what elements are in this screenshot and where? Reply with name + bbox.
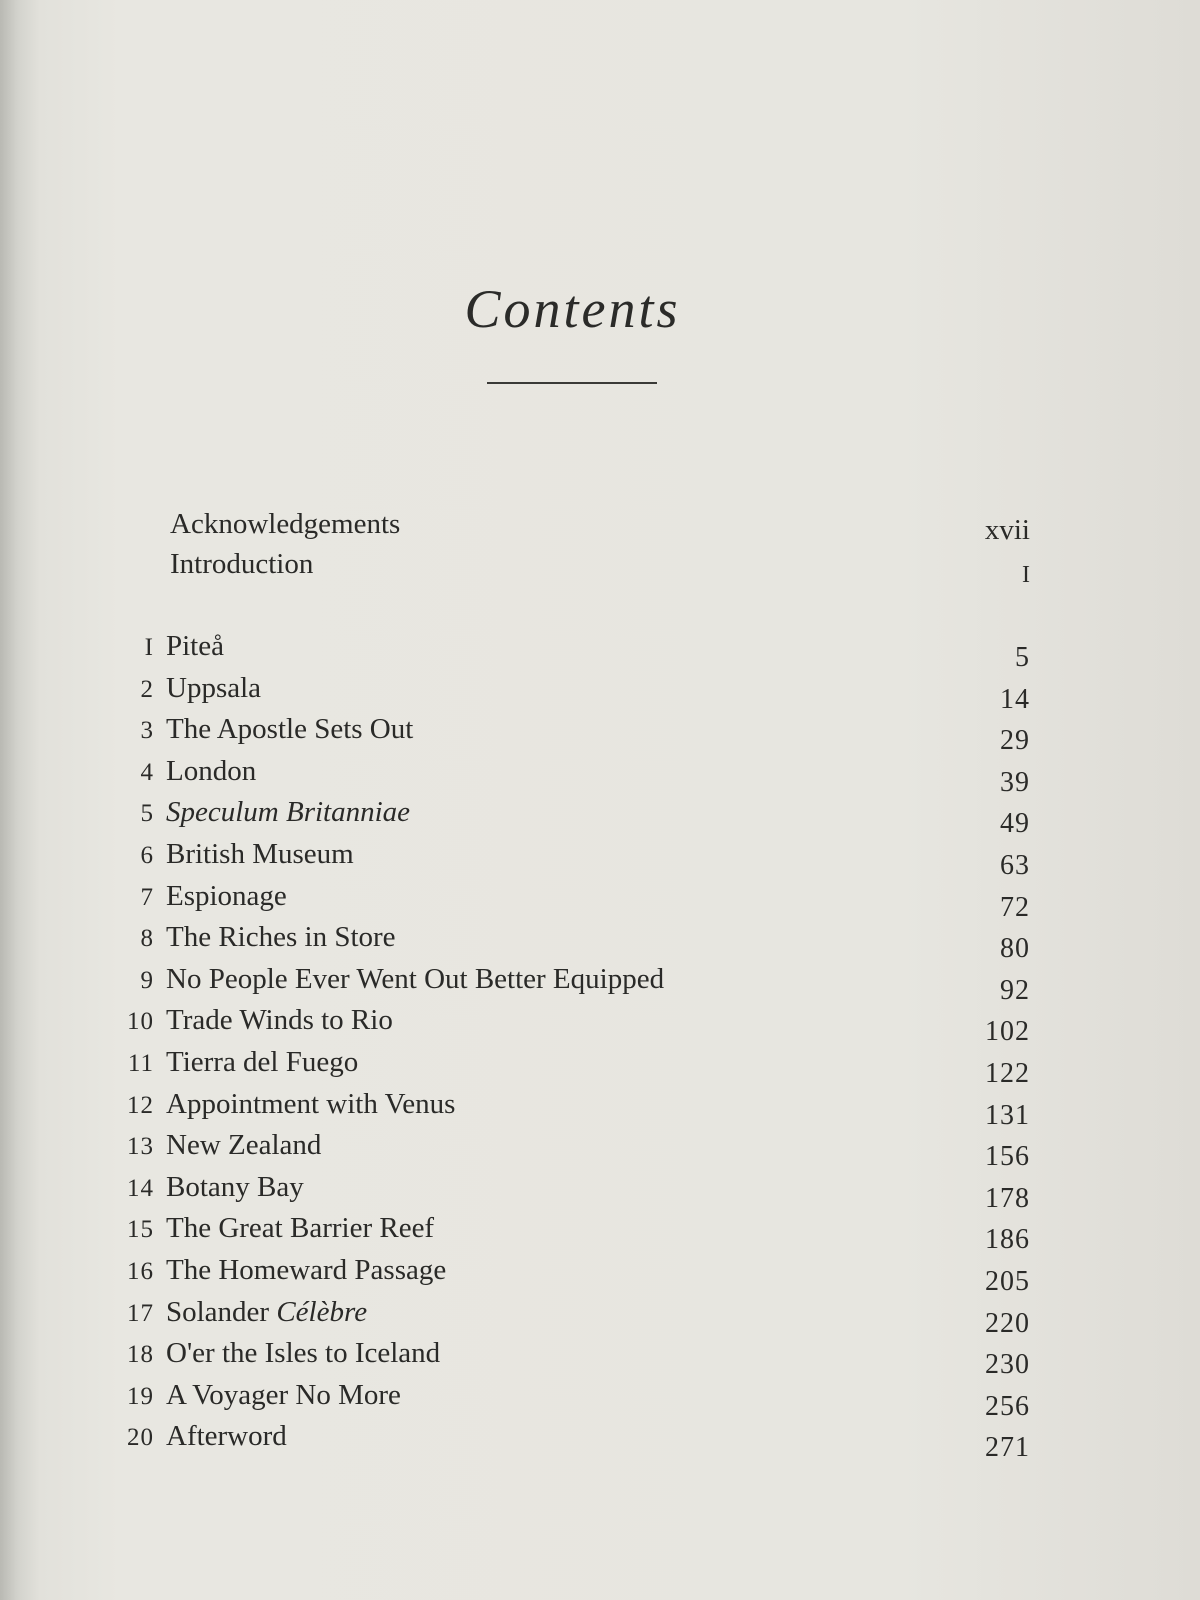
chapter-title-text: The Riches in Store xyxy=(166,921,396,954)
chapter-number: 3 xyxy=(140,717,154,745)
chapter-page: 5 xyxy=(1015,642,1030,673)
chapter-number: 12 xyxy=(127,1091,154,1119)
chapter-number: I xyxy=(144,634,154,661)
chapter-page: 39 xyxy=(1000,766,1030,798)
chapter-title xyxy=(166,1379,401,1412)
chapter-page: 102 xyxy=(985,1016,1030,1048)
chapter-entry xyxy=(108,1046,1030,1089)
chapter-title xyxy=(166,880,287,913)
chapter-entry xyxy=(108,1295,1030,1339)
chapter-entry xyxy=(108,921,1030,965)
title-divider xyxy=(487,382,657,384)
chapter-entry xyxy=(108,671,1030,715)
chapter-page: 156 xyxy=(985,1141,1030,1173)
chapter-number: 13 xyxy=(127,1133,154,1161)
chapter-page: 49 xyxy=(1000,808,1030,840)
chapter-title xyxy=(166,1004,393,1037)
chapter-title-text: Afterword xyxy=(166,1420,287,1453)
front-matter-entry xyxy=(170,508,1030,548)
chapter-title xyxy=(166,1212,434,1245)
chapter-entry xyxy=(108,1378,1030,1422)
chapter-title xyxy=(166,1296,367,1329)
chapter-title-text: Appointment with Venus xyxy=(166,1087,456,1120)
chapter-title xyxy=(166,1337,440,1370)
chapter-title xyxy=(166,755,256,788)
chapter-title xyxy=(166,1420,287,1453)
chapter-title-text: A Voyager No More xyxy=(166,1378,401,1411)
page-title: Contents xyxy=(464,279,681,339)
chapter-title-text: The Great Barrier Reef xyxy=(166,1212,435,1245)
chapter-title-text: Trade Winds to Rio xyxy=(166,1004,393,1037)
chapter-title xyxy=(166,838,354,871)
chapter-entry xyxy=(108,962,1030,1006)
chapter-title-text: British Museum xyxy=(166,838,354,870)
chapter-page: 92 xyxy=(1000,974,1030,1006)
chapter-number: 7 xyxy=(140,883,154,911)
chapter-title-text: Speculum Britanniae xyxy=(166,796,411,829)
chapter-title-text: No People Ever Went Out Better Equipped xyxy=(166,962,665,995)
chapter-entry xyxy=(108,1087,1030,1131)
chapter-number: 19 xyxy=(127,1382,154,1410)
chapter-title-text: Tierra del Fuego xyxy=(166,1046,359,1078)
entry-label: Acknowledgements xyxy=(170,508,401,540)
chapter-number: 2 xyxy=(140,675,154,703)
chapter-page: 29 xyxy=(1000,725,1030,757)
chapter-number: 18 xyxy=(127,1341,154,1369)
chapter-page: 230 xyxy=(985,1349,1030,1381)
chapter-title xyxy=(166,1129,321,1162)
chapter-number: 15 xyxy=(127,1216,154,1244)
entry-page: I xyxy=(1022,562,1030,588)
chapter-entry xyxy=(108,796,1030,840)
chapter-title-text: Uppsala xyxy=(166,671,262,704)
chapter-title-text: The Homeward Passage xyxy=(166,1254,447,1286)
chapter-title xyxy=(166,672,261,705)
chapter-number: 4 xyxy=(140,758,154,786)
chapter-number: 16 xyxy=(127,1258,154,1285)
chapter-page: 256 xyxy=(985,1390,1030,1422)
chapter-entry xyxy=(108,713,1030,757)
chapter-title xyxy=(166,796,410,829)
entry-label: Introduction xyxy=(170,548,314,580)
chapter-page: 122 xyxy=(985,1058,1030,1089)
chapter-number: 20 xyxy=(127,1424,154,1452)
chapter-title xyxy=(166,1254,446,1287)
chapter-title xyxy=(166,1046,358,1079)
chapter-page: 220 xyxy=(985,1307,1030,1339)
chapter-number: 5 xyxy=(140,800,154,828)
chapter-entry xyxy=(108,1212,1030,1256)
chapter-title-text: New Zealand xyxy=(166,1129,322,1162)
chapter-entry xyxy=(108,838,1030,881)
chapter-title xyxy=(166,963,664,996)
chapter-page: 271 xyxy=(985,1432,1030,1464)
chapter-title-text: Botany Bay xyxy=(166,1170,304,1203)
chapter-entry xyxy=(108,630,1030,673)
chapter-title-text: Piteå xyxy=(166,630,224,662)
chapter-page: 205 xyxy=(985,1266,1030,1297)
chapter-number: 10 xyxy=(127,1008,154,1036)
front-matter-entry xyxy=(170,548,1030,588)
chapter-entry xyxy=(108,1420,1030,1464)
chapter-page: 80 xyxy=(1000,933,1030,965)
chapter-title-text: O'er the Isles to Iceland xyxy=(166,1337,441,1370)
entry-page: xvii xyxy=(984,514,1030,546)
chapter-title-text: Espionage xyxy=(166,879,287,912)
chapter-title xyxy=(166,1088,455,1121)
chapter-number: 14 xyxy=(127,1174,154,1202)
chapter-title-text: London xyxy=(166,754,257,787)
chapter-page: 178 xyxy=(985,1182,1030,1214)
chapter-title-text: The Apostle Sets Out xyxy=(166,713,414,746)
chapter-entry xyxy=(108,1254,1030,1297)
chapter-number: 11 xyxy=(127,1050,154,1077)
chapter-number: 6 xyxy=(140,842,154,869)
chapter-page: 72 xyxy=(1000,891,1030,923)
chapter-page: 186 xyxy=(985,1224,1030,1256)
chapter-title xyxy=(166,1171,304,1204)
chapter-entry xyxy=(108,1337,1030,1381)
chapter-page: 63 xyxy=(1000,850,1030,881)
chapter-number: 8 xyxy=(140,925,154,953)
chapter-entry xyxy=(108,1004,1030,1048)
chapter-title-text: Solander xyxy=(166,1295,270,1328)
chapter-title xyxy=(166,713,413,746)
chapter-page: 131 xyxy=(985,1099,1030,1131)
chapter-number: 17 xyxy=(127,1299,154,1327)
chapter-entry xyxy=(108,754,1030,798)
chapter-title xyxy=(166,630,224,663)
chapter-title xyxy=(166,921,396,954)
chapter-entry xyxy=(108,1170,1030,1214)
chapter-entry xyxy=(108,1129,1030,1173)
chapter-title-italic: Célèbre xyxy=(276,1295,368,1328)
chapter-entry xyxy=(108,879,1030,923)
chapter-number: 9 xyxy=(140,966,154,994)
chapter-page: 14 xyxy=(1000,683,1030,715)
